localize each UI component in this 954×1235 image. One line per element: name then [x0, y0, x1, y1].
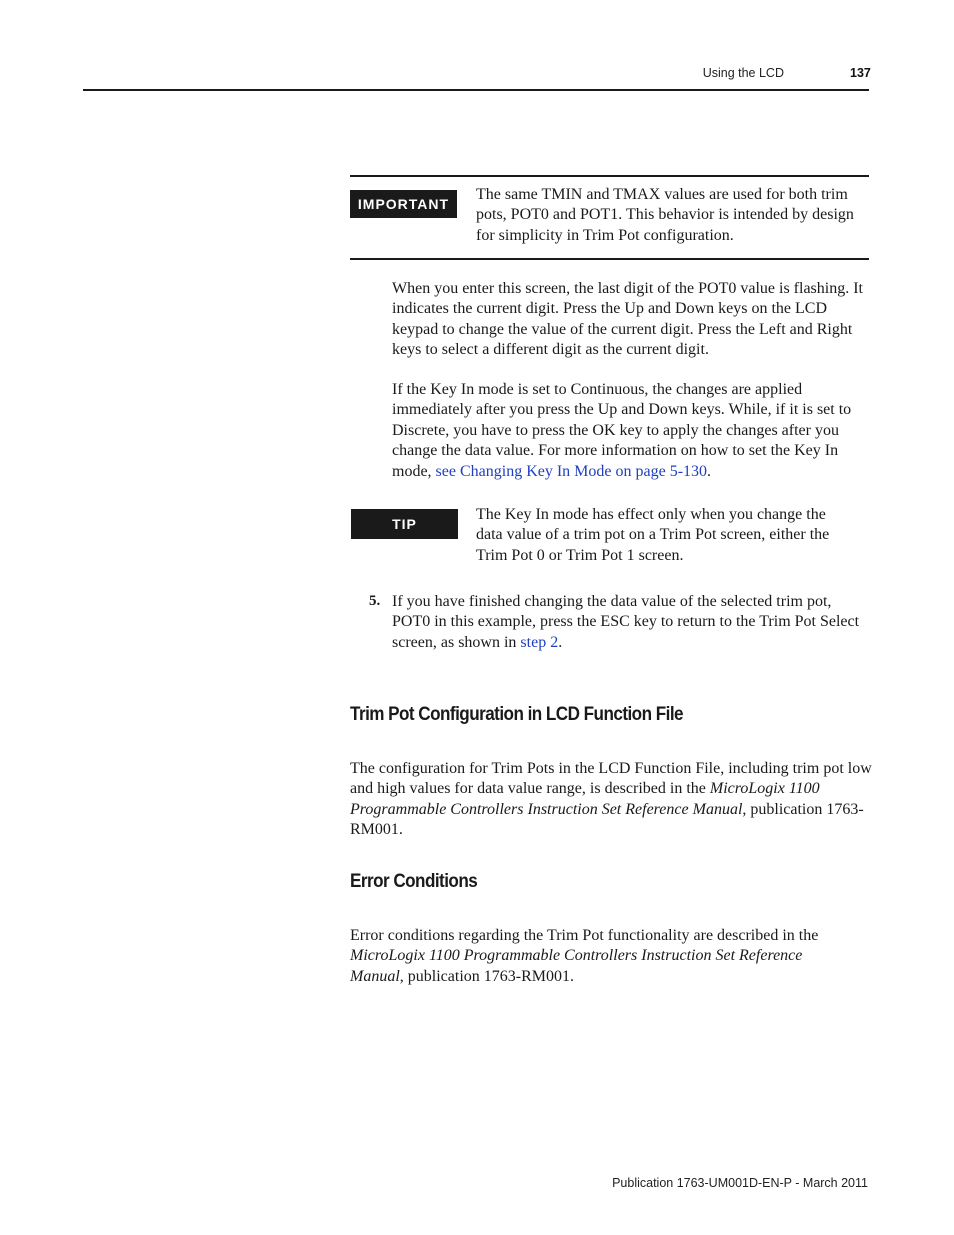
- section-heading-trim-pot-config: Trim Pot Configuration in LCD Function File: [350, 704, 683, 725]
- section-heading-error-conditions: Error Conditions: [350, 871, 478, 892]
- manual-title: MicroLogix 1100 Programmable Controllers Instruction Set Reference Manual: [350, 780, 820, 818]
- page-number: 137: [850, 66, 871, 80]
- header-rule: [83, 89, 869, 91]
- important-label: IMPORTANT: [350, 190, 457, 218]
- important-text: [476, 185, 856, 246]
- step-number: 5.: [369, 593, 381, 609]
- paragraph-text: If the Key In mode is set to Continuous, the changes are applied immediately after you press the Up and Down keys. While, if it is set to Discrete, you have to press the OK key to apply the changes after you change the data value. For more information on how to set the Key In mode,: [392, 381, 852, 480]
- running-header-section: Using the LCD: [702, 66, 784, 80]
- manual-title: MicroLogix 1100 Programmable Controllers Instruction Set Reference Manual: [350, 947, 803, 985]
- important-bottom-rule: [350, 258, 869, 260]
- changing-key-in-mode-link[interactable]: see Changing Key In Mode on page 5-130: [435, 462, 708, 480]
- paragraph-text: When you enter this screen, the last digit of the POT0 value is flashing. It indicates the current digit. Press the Up and Down keys on the LCD keypad to change the value of the current digit. Press the Left and Right keys to select a different digit as the current digit.: [392, 280, 863, 359]
- tip-note-text: The Key In mode has effect only when you change the data value of a trim pot on a Trim Pot screen, either the Trim Pot 0 or Trim Pot 1 screen.: [476, 506, 830, 564]
- section-text-end: , publication 1763-RM001.: [399, 967, 574, 985]
- section-trim-pot-config-paragraph: [350, 759, 872, 841]
- step-5-text: [392, 592, 870, 653]
- step-5-paragraph: [392, 592, 870, 653]
- section-error-conditions-text: [350, 926, 850, 987]
- section-trim-pot-config-text: [350, 759, 872, 841]
- paragraph-pot0-digit: [392, 279, 870, 361]
- tip-label: TIP: [351, 509, 458, 539]
- paragraph-key-in-mode: [392, 380, 870, 482]
- step-text: If you have finished changing the data value of the selected trim pot, POT0 in this example, press the ESC key to return to the Trim Pot Select screen, as shown in: [392, 593, 860, 651]
- tip-text: [476, 505, 836, 566]
- section-text: Error conditions regarding the Trim Pot functionality are described in the: [350, 927, 819, 944]
- step-2-link[interactable]: step 2: [520, 633, 559, 651]
- important-note-text: The same TMIN and TMAX values are used for both trim pots, POT0 and POT1. This behavior is intended by design for simplicity in Trim Pot configuration.: [476, 186, 854, 244]
- paragraph-text-end: .: [707, 462, 712, 480]
- step-text-end: .: [558, 633, 563, 651]
- section-error-conditions-paragraph: [350, 926, 850, 987]
- important-top-rule: [350, 175, 869, 177]
- section-text: The configuration for Trim Pots in the LCD Function File, including trim pot low and high values for data value range, is described in the: [350, 760, 872, 798]
- footer-publication: Publication 1763-UM001D-EN-P - March 2011: [612, 1176, 868, 1190]
- section-text-end: , publication 1763-RM001.: [350, 800, 864, 839]
- paragraph-key-in-mode-text: [392, 380, 870, 482]
